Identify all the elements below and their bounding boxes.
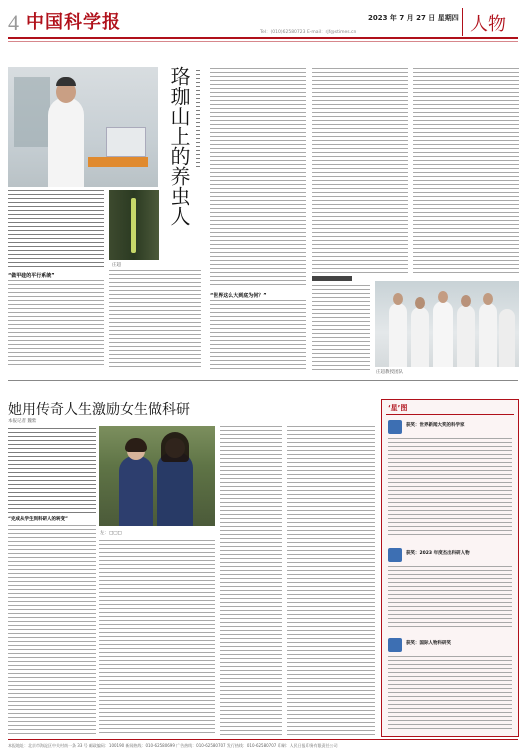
a2-col1-intro — [8, 428, 96, 513]
portrait-photo — [8, 67, 158, 187]
col3-text — [210, 68, 306, 288]
article-2-title: 她用传奇人生激励女生做科研 — [8, 402, 190, 418]
sidebar-icon-3 — [388, 638, 402, 652]
a2-col4-text — [287, 426, 375, 735]
intro-text — [8, 190, 104, 270]
sidebar-item-1-text — [388, 438, 512, 538]
article-2-photo — [99, 426, 215, 526]
sidebar-item-3-title: 获奖：国际人物科研奖 — [406, 641, 451, 646]
subhead-1: “做甲硅的平行系统” — [8, 273, 55, 279]
page-number: 4 — [8, 10, 19, 35]
sidebar-item-2-text — [388, 566, 512, 630]
feature-title: 珞珈山上的养虫人 — [167, 66, 191, 226]
sidebar-label: ‘星’图 — [388, 404, 408, 412]
newspaper-name: 中国科学报 — [26, 12, 121, 33]
section-divider-rule — [8, 380, 518, 381]
section-label: 人物 — [470, 14, 506, 35]
insect-photo — [109, 190, 159, 260]
sidebar-icon-1 — [388, 420, 402, 434]
col2-text — [109, 270, 201, 370]
col3b-text — [210, 300, 306, 370]
a2-col1-text — [8, 525, 96, 735]
sidebar-item-3-text — [388, 656, 512, 730]
col5-text — [413, 68, 519, 273]
footer-rule — [8, 739, 518, 740]
article-2-byline: 本报记者 魏紫 — [8, 419, 37, 424]
a2-col2-text — [99, 540, 215, 735]
col1-text — [8, 280, 104, 368]
article-2-photo-caption: 左：□□□ — [100, 531, 122, 536]
section-divider — [462, 8, 463, 36]
insect-photo-caption: 庄超 — [112, 263, 121, 268]
footer-text: 本报地址：北京市海淀区中关村南一条 33 号 邮政编码：100190 新闻热线：010-62580699 广告热线：010-62580707 发行热线：010-62580707 印刷：人民日报印务有限责任公司 — [8, 743, 338, 748]
header-rule — [8, 37, 518, 39]
a2-col3-text — [220, 426, 282, 735]
col4-text — [312, 68, 408, 273]
sidebar-item-2-title: 获奖：2023 年度杰出科研人物 — [406, 551, 470, 556]
col4b-text — [312, 285, 370, 370]
sidebar-item-1-title: 获奖：世界新闻大奖的科学家 — [406, 423, 465, 428]
date-line: 2023 年 7 月 27 日 星期四 — [368, 14, 459, 22]
header-rule-thin — [8, 41, 518, 42]
group-photo — [375, 281, 519, 367]
group-photo-caption: 庄超教授团队 — [376, 370, 403, 375]
contact-line: Tel：(010)62580723 E-mail：rjf@stimes.cn — [260, 30, 357, 35]
a2-subhead: “完成从学生到科研人的转变” — [8, 517, 68, 522]
sidebar-box — [381, 399, 519, 737]
col4-subhead — [312, 276, 352, 281]
subhead-2: “世界这么大到底为何？” — [210, 293, 267, 299]
sidebar-icon-2 — [388, 548, 402, 562]
